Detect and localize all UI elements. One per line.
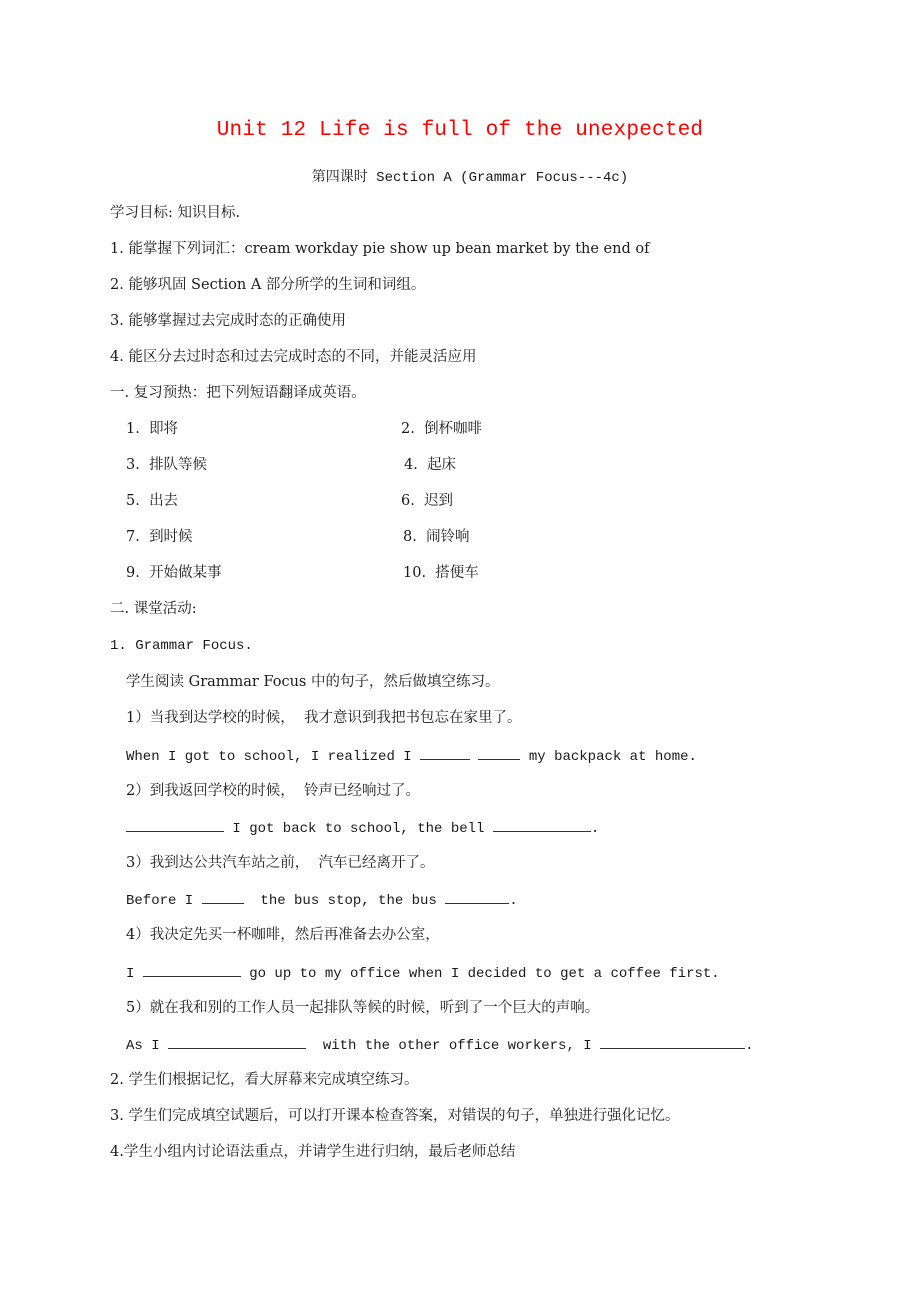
- objective-item: 2. 能够巩固 Section A 部分所学的生词和词组。: [110, 277, 426, 293]
- exercise-cn: 5）就在我和别的工作人员一起排队等候的时候，听到了一个巨大的声响。: [126, 1000, 600, 1016]
- blank-input[interactable]: [600, 1034, 745, 1049]
- blank-input[interactable]: [168, 1034, 306, 1049]
- step-item: 2. 学生们根据记忆，看大屏幕来完成填空练习。: [110, 1072, 419, 1088]
- exercise-en: I got back to school, the bell .: [126, 817, 599, 839]
- phrase-item: 3. 排队等候: [126, 457, 208, 473]
- phrase-item: 10. 搭便车: [403, 565, 479, 581]
- blank-input[interactable]: [420, 745, 470, 760]
- document-subtitle: 第四课时 Section A (Grammar Focus---4c): [311, 170, 629, 186]
- activity1-heading: 1. Grammar Focus.: [110, 638, 253, 654]
- blank-input[interactable]: [202, 889, 244, 904]
- exercise-cn: 3）我到达公共汽车站之前， 汽车已经离开了。: [126, 855, 435, 871]
- phrase-item: 5. 出去: [126, 493, 179, 509]
- exercise-cn: 4）我决定先买一杯咖啡，然后再准备去办公室，: [126, 927, 440, 943]
- activity1-intro: 学生阅读 Grammar Focus 中的句子，然后做填空练习。: [126, 674, 500, 690]
- objective-item: 4. 能区分去过时态和过去完成时态的不同，并能灵活应用: [110, 349, 477, 365]
- objective-item: 3. 能够掌握过去完成时态的正确使用: [110, 313, 346, 329]
- phrase-item: 6. 迟到: [401, 493, 454, 509]
- exercise-en: As I with the other office workers, I .: [126, 1034, 753, 1056]
- phrase-item: 1. 即将: [126, 421, 179, 437]
- exercise-en: When I got to school, I realized I my backpack at home.: [126, 745, 697, 767]
- blank-input[interactable]: [478, 745, 520, 760]
- phrase-item: 7. 到时候: [126, 529, 193, 545]
- exercise-cn: 1）当我到达学校的时候， 我才意识到我把书包忘在家里了。: [126, 710, 522, 726]
- blank-input[interactable]: [493, 817, 591, 832]
- step-item: 3. 学生们完成填空试题后，可以打开课本检查答案，对错误的句子，单独进行强化记忆。: [110, 1108, 680, 1124]
- phrase-item: 4. 起床: [404, 457, 457, 473]
- phrase-item: 2. 倒杯咖啡: [401, 421, 483, 437]
- document-title: Unit 12 Life is full of the unexpected: [216, 119, 704, 142]
- step-item: 4.学生小组内讨论语法重点，并请学生进行归纳，最后老师总结: [110, 1144, 516, 1160]
- exercise-en: Before I the bus stop, the bus .: [126, 889, 518, 911]
- section2-heading: 二. 课堂活动:: [110, 601, 197, 617]
- objective-item: 1. 能掌握下列词汇：cream workday pie show up bean market by the end of: [110, 241, 650, 257]
- exercise-cn: 2）到我返回学校的时候， 铃声已经响过了。: [126, 783, 420, 799]
- blank-input[interactable]: [126, 817, 224, 832]
- phrase-item: 9. 开始做某事: [126, 565, 222, 581]
- section1-heading: 一. 复习预热：把下列短语翻译成英语。: [110, 385, 366, 401]
- objectives-heading: 学习目标: 知识目标.: [110, 205, 241, 221]
- blank-input[interactable]: [143, 962, 241, 977]
- blank-input[interactable]: [445, 889, 509, 904]
- phrase-item: 8. 闹铃响: [403, 529, 470, 545]
- exercise-en: I go up to my office when I decided to get a coffee first.: [126, 962, 720, 984]
